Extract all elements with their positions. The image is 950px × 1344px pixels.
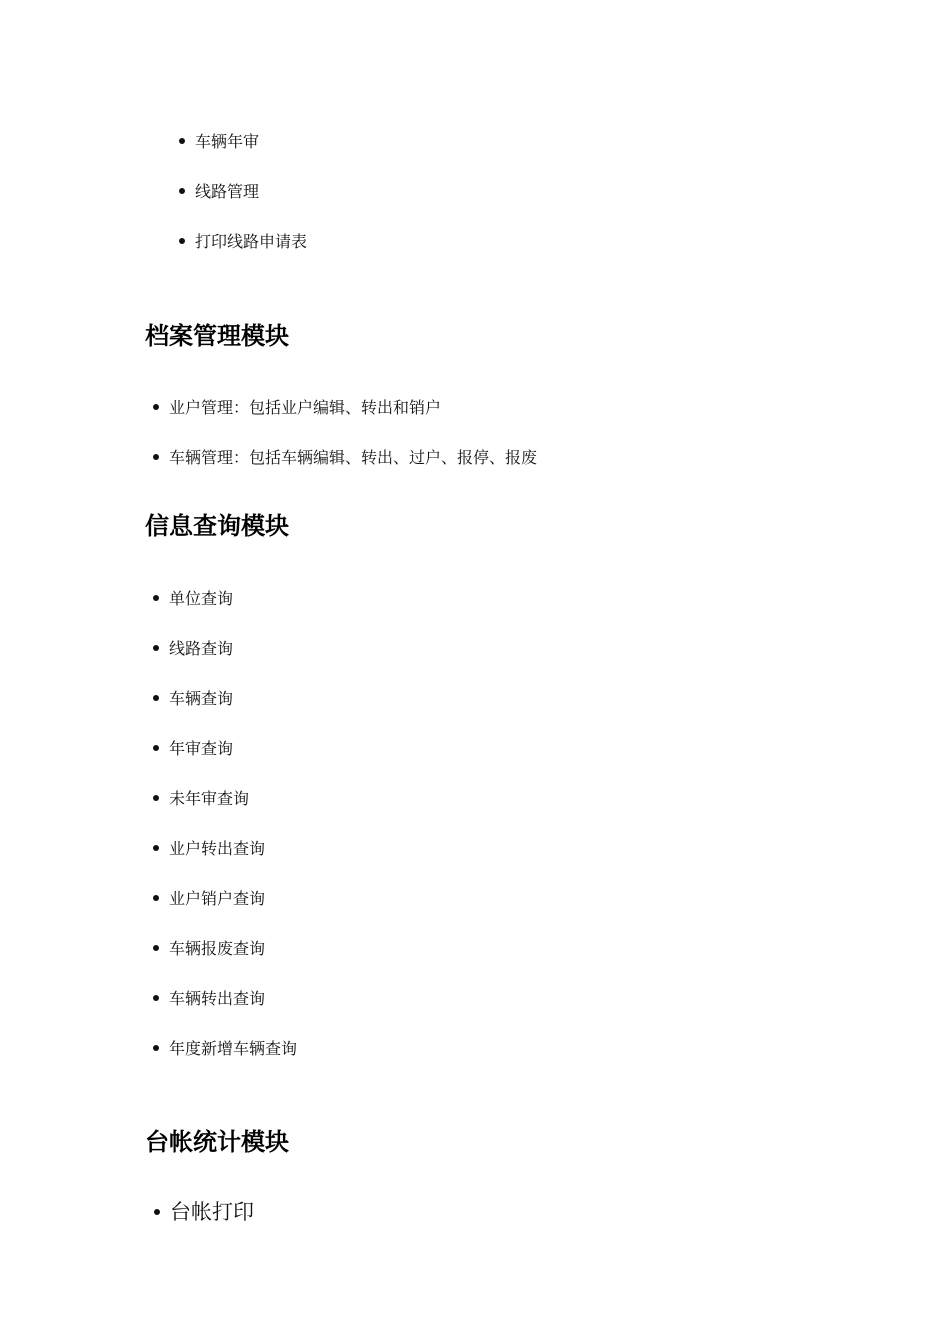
list-item-text: 未年审查询	[169, 789, 250, 808]
ledger-statistics-section-title: 台帐统计模块	[145, 1128, 289, 1156]
list-item	[195, 230, 307, 254]
list-item-text: 单位查询	[169, 589, 234, 608]
list-item	[169, 637, 297, 661]
archive-section-list	[169, 396, 537, 496]
bullet-icon	[153, 745, 159, 751]
bullet-icon	[153, 995, 159, 1001]
list-item-text: 年审查询	[169, 739, 234, 758]
list-item-text: 车辆年审	[195, 132, 260, 151]
bullet-icon	[153, 595, 159, 601]
list-item-text: 车辆查询	[169, 689, 234, 708]
list-item-text: 车辆转出查询	[169, 989, 266, 1008]
list-item-text: 台帐打印	[170, 1200, 254, 1224]
vehicle-management-sublist	[195, 130, 307, 280]
info-query-section-list	[169, 587, 297, 1087]
bullet-icon	[153, 795, 159, 801]
bullet-icon	[179, 138, 185, 144]
list-item-text: 业户管理：包括业户编辑、转出和销户	[169, 398, 442, 417]
bullet-icon	[153, 645, 159, 651]
list-item	[169, 1037, 297, 1061]
bullet-icon	[154, 1209, 160, 1215]
bullet-icon	[179, 238, 185, 244]
bullet-icon	[153, 1045, 159, 1051]
list-item	[169, 396, 537, 420]
list-item	[169, 446, 537, 470]
list-item-text: 线路查询	[169, 639, 234, 658]
bullet-icon	[153, 695, 159, 701]
list-item-text: 线路管理	[195, 182, 260, 201]
bullet-icon	[153, 454, 159, 460]
list-item-text: 车辆管理：包括车辆编辑、转出、过户、报停、报废	[169, 448, 538, 467]
list-item	[169, 937, 297, 961]
list-item	[169, 787, 297, 811]
list-item	[169, 987, 297, 1011]
list-item	[169, 737, 297, 761]
bullet-icon	[153, 404, 159, 410]
list-item	[169, 587, 297, 611]
list-item-text: 年度新增车辆查询	[169, 1039, 298, 1058]
info-query-section-title: 信息查询模块	[145, 512, 289, 540]
list-item-text: 业户转出查询	[169, 839, 266, 858]
list-item-text: 打印线路申请表	[195, 232, 308, 251]
list-item	[195, 180, 307, 204]
bullet-icon	[153, 895, 159, 901]
list-item	[170, 1197, 254, 1227]
list-item-text: 车辆报废查询	[169, 939, 266, 958]
bullet-icon	[179, 188, 185, 194]
list-item	[195, 130, 307, 154]
list-item-text: 业户销户查询	[169, 889, 266, 908]
list-item	[169, 887, 297, 911]
list-item	[169, 837, 297, 861]
bullet-icon	[153, 945, 159, 951]
bullet-icon	[153, 845, 159, 851]
archive-section-title: 档案管理模块	[145, 322, 289, 350]
ledger-statistics-section-list	[170, 1197, 254, 1227]
list-item	[169, 687, 297, 711]
